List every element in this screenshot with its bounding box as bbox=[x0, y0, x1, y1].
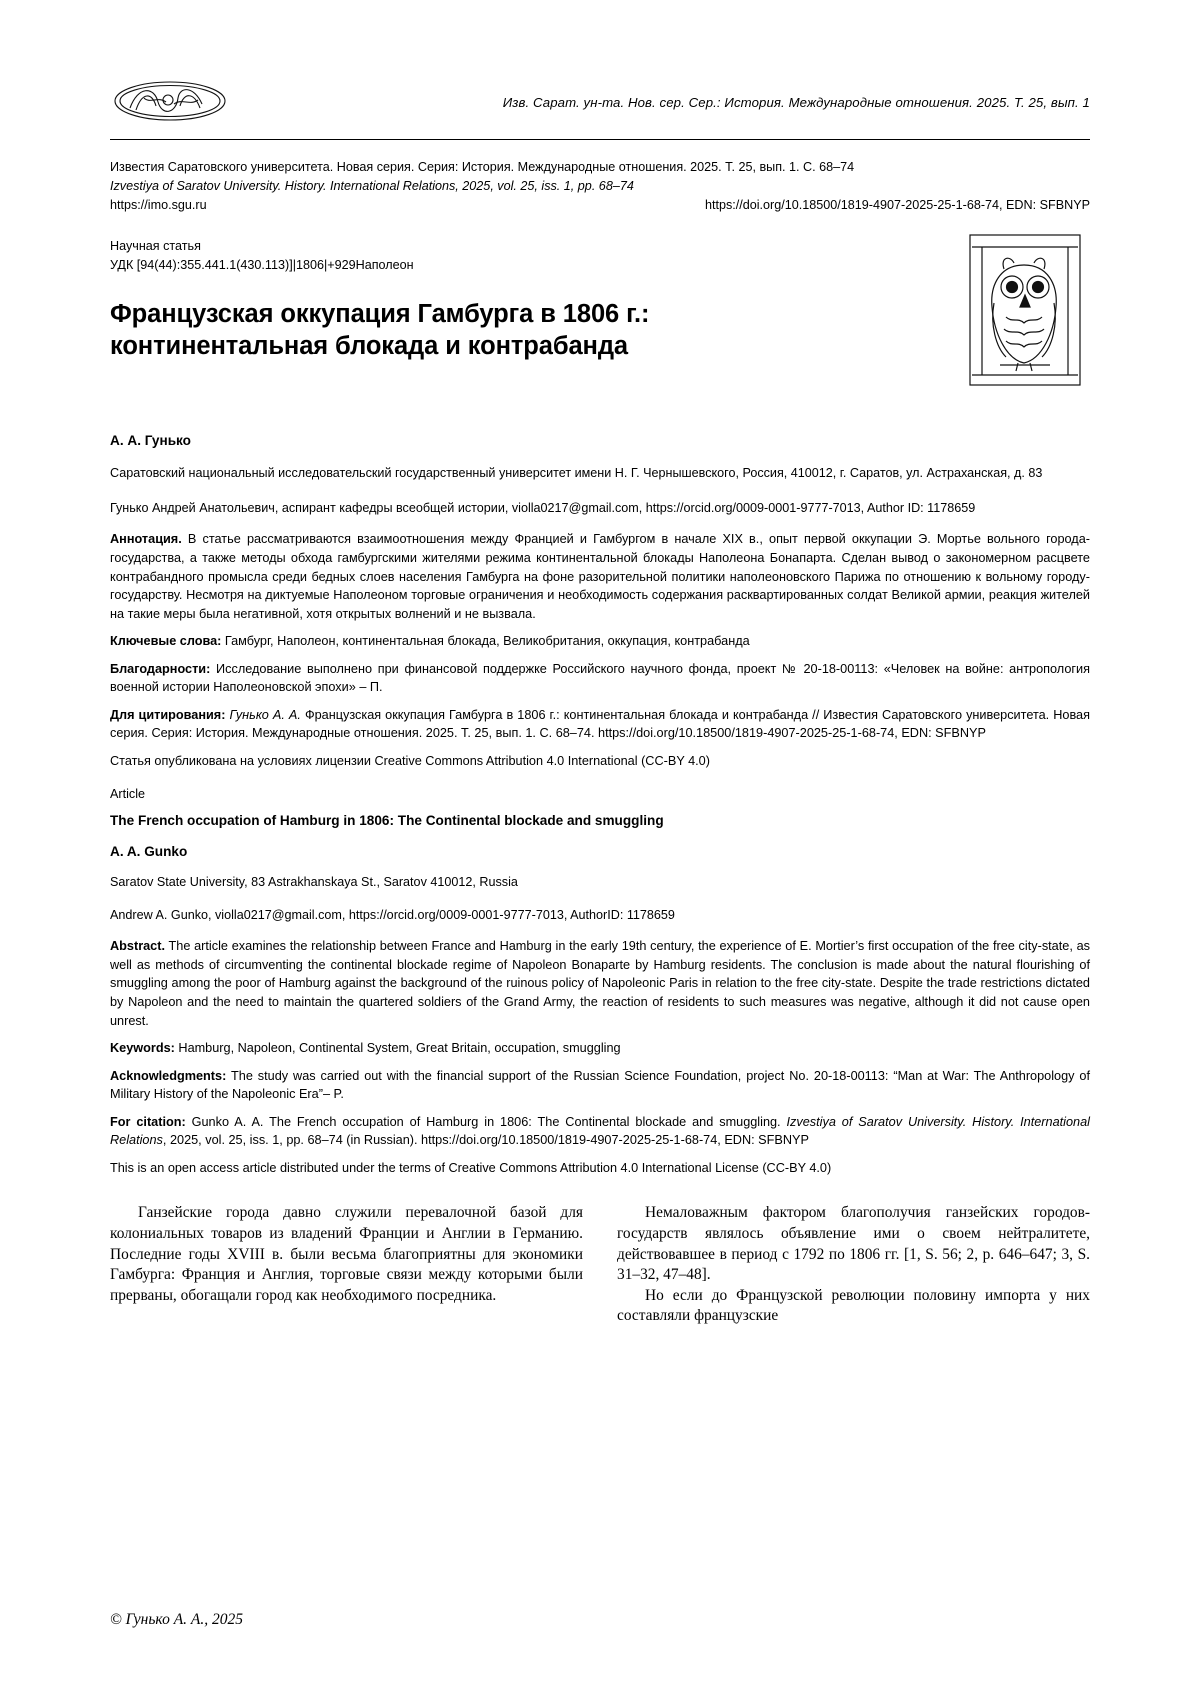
udc-code: УДК [94(44):355.441.1(430.113)]|1806|+929Наполеон bbox=[110, 258, 414, 273]
affiliation-ru: Саратовский национальный исследовательский государственный университет имени Н. Г. Чернышевского, Россия, 410012, г. Саратов, ул. Астраханская, д. 83 bbox=[110, 465, 1043, 480]
acknowledgments-en bbox=[110, 1067, 1090, 1104]
page-title: Французская оккупация Гамбурга в 1806 г.: континентальная блокада и контрабанда bbox=[110, 299, 650, 360]
citation-en bbox=[110, 1113, 1090, 1150]
keywords-text-ru: Гамбург, Наполеон, континентальная блокада, Великобритания, оккупация, контрабанда bbox=[221, 634, 750, 649]
abstract-label-ru: Аннотация. bbox=[110, 532, 182, 547]
keywords-label-ru: Ключевые слова: bbox=[110, 634, 222, 649]
author-contact-ru: Гунько Андрей Анатольевич, аспирант кафедры всеобщей истории, violla0217@gmail.com, https://orcid.org/0009-0001-9777-7013, Author ID: 1178659 bbox=[110, 500, 976, 515]
body-paragraph: Ганзейские города давно служили перевалочной базой для колониальных товаров из владений Франции и Англии в Германию. Последние годы XVIII в. были весьма благоприятны для экономики Гамбурга: Франция и Англия, торговые связи между которыми были прерваны, обогащали город как необходимого посредника. bbox=[110, 1204, 583, 1304]
citation-label-en: For citation: bbox=[110, 1114, 186, 1129]
body-paragraph: Но если до Французской революции половину импорта у них составляли французские bbox=[617, 1286, 1090, 1325]
citation-text-ru: Французская оккупация Гамбурга в 1806 г.: континентальная блокада и контрабанда // Известия Саратовского университета. Новая серия. Серия: История. Международные отношения. 2025. Т. 25, вып. 1. С. 68–74. https://doi.org/10.18500/1819-4907-2025-25-1-68-74, EDN: SFBNYP bbox=[110, 707, 1090, 741]
author-name-ru: А. А. Гунько bbox=[110, 432, 191, 448]
body-column-right bbox=[617, 1203, 1090, 1327]
journal-website-link[interactable]: https://imo.sgu.ru bbox=[110, 197, 207, 212]
journal-info-block bbox=[110, 158, 1090, 215]
license-ru: Статья опубликована на условиях лицензии Creative Commons Attribution 4.0 International (CC-BY 4.0) bbox=[110, 753, 710, 768]
license-en: This is an open access article distributed under the terms of Creative Commons Attribution 4.0 International License (CC-BY 4.0) bbox=[110, 1160, 832, 1175]
keywords-label-en: Keywords: bbox=[110, 1041, 175, 1056]
journal-line-en: Izvestiya of Saratov University. History. International Relations, 2025, vol. 25, iss. 1, pp. 68–74 bbox=[110, 178, 634, 193]
acknowledgments-ru bbox=[110, 660, 1090, 697]
running-head bbox=[110, 78, 1090, 140]
keywords-ru bbox=[110, 632, 1090, 651]
journal-monogram-logo bbox=[110, 78, 230, 124]
acknowledgments-text-en: The study was carried out with the financial support of the Russian Science Foundation, project No. 20-18-00113: “Man at War: The Anthropology of Military History of the Napoleonic Era”– P. bbox=[110, 1068, 1090, 1102]
article-kind-en: Article bbox=[110, 787, 145, 802]
author-contact-en: Andrew A. Gunko, violla0217@gmail.com, https://orcid.org/0009-0001-9777-7013, AuthorID: 1178659 bbox=[110, 907, 675, 922]
running-head-text: Изв. Сарат. ун-та. Нов. сер. Сер.: История. Международные отношения. 2025. Т. 25, вып. 1 bbox=[502, 95, 1090, 110]
body-text bbox=[110, 1203, 1090, 1327]
abstract-ru bbox=[110, 530, 1090, 623]
acknowledgments-label-en: Acknowledgments: bbox=[110, 1068, 227, 1083]
keywords-en bbox=[110, 1039, 1090, 1058]
title-en: The French occupation of Hamburg in 1806: The Continental blockade and smuggling bbox=[110, 813, 664, 829]
journal-doi-link[interactable]: https://doi.org/10.18500/1819-4907-2025-25-1-68-74, EDN: SFBNYP bbox=[704, 197, 1090, 212]
abstract-text-ru: В статье рассматриваются взаимоотношения между Францией и Гамбургом в начале XIX в., опыт первой оккупации Э. Мортье вольного города-государства, а также методы обхода гамбургскими жителями режима континентальной блокады Наполеона Бонапарта. Сделан вывод о закономерном расцвете контрабандного промысла среди бедных слоев населения Гамбурга на фоне разорительной политики наполеоновского Парижа по отношению к вольному городу-государству. Несмотря на диктуемые Наполеоном торговые ограничения и необходимость содержания расквартированных солдат Великой армии, реакция жителей на такие меры была негативной, хотя открытых волнений и не вызвала. bbox=[110, 532, 1090, 621]
owl-emblem-icon bbox=[960, 229, 1090, 389]
copyright-notice: © Гунько А. А., 2025 bbox=[110, 1611, 244, 1628]
citation-label-ru: Для цитирования: bbox=[110, 707, 226, 722]
keywords-text-en: Hamburg, Napoleon, Continental System, Great Britain, occupation, smuggling bbox=[174, 1041, 621, 1056]
acknowledgments-text-ru: Исследование выполнено при финансовой поддержке Российского научного фонда, проект № 20-18-00113: «Человек на войне: антропология военной истории Наполеоновской эпохи» – П. bbox=[110, 661, 1090, 695]
article-kind-ru: Научная статья bbox=[110, 238, 201, 253]
citation-tail-en: , 2025, vol. 25, iss. 1, pp. 68–74 (in Russian). https://doi.org/10.18500/1819-4907-2025-25-1-68-74, EDN: SFBNYP bbox=[162, 1133, 809, 1148]
abstract-en bbox=[110, 937, 1090, 1030]
citation-text-en: Gunko A. A. The French occupation of Hamburg in 1806: The Continental blockade and smuggling. bbox=[185, 1114, 787, 1129]
author-name-en: A. A. Gunko bbox=[110, 843, 188, 859]
journal-line-ru: Известия Саратовского университета. Новая серия. Серия: История. Международные отношения. 2025. Т. 25, вып. 1. С. 68–74 bbox=[110, 160, 855, 174]
body-paragraph: Немаловажным фактором благополучия ганзейских городов-государств являлось объявление ими о своем нейтралитете, действовавшее в период с 1792 по 1806 гг. [1, S. 56; 2, p. 646–647; 3, S. 31–32, 47–48]. bbox=[617, 1204, 1090, 1284]
citation-ru bbox=[110, 706, 1090, 743]
citation-author-ru: Гунько А. А. bbox=[225, 707, 301, 722]
body-column-left bbox=[110, 1203, 583, 1327]
abstract-label-en: Abstract. bbox=[110, 939, 165, 954]
acknowledgments-label-ru: Благодарности: bbox=[110, 661, 211, 676]
abstract-text-en: The article examines the relationship between France and Hamburg in the early 19th century, the experience of E. Mortier’s first occupation of the free city-state, as well as methods of circumventing the continental blockade regime of Napoleon Bonaparte by Hamburg residents. The conclusion is made about the natural flourishing of smuggling among the poor of Hamburg against the background of the ruinous policy of Napoleonic Paris in relation to the free city-state. Despite the trade restrictions dictated by Napoleon and the need to maintain the quartered soldiers of the Grand Army, the reaction of residents to such measures was negative, although it did not cause open unrest. bbox=[110, 939, 1090, 1028]
article-head bbox=[110, 237, 1090, 407]
affiliation-en: Saratov State University, 83 Astrakhanskaya St., Saratov 410012, Russia bbox=[110, 874, 518, 889]
citation-journal-en: Izvestiya of Saratov University. History. International Relations bbox=[110, 1114, 1090, 1148]
